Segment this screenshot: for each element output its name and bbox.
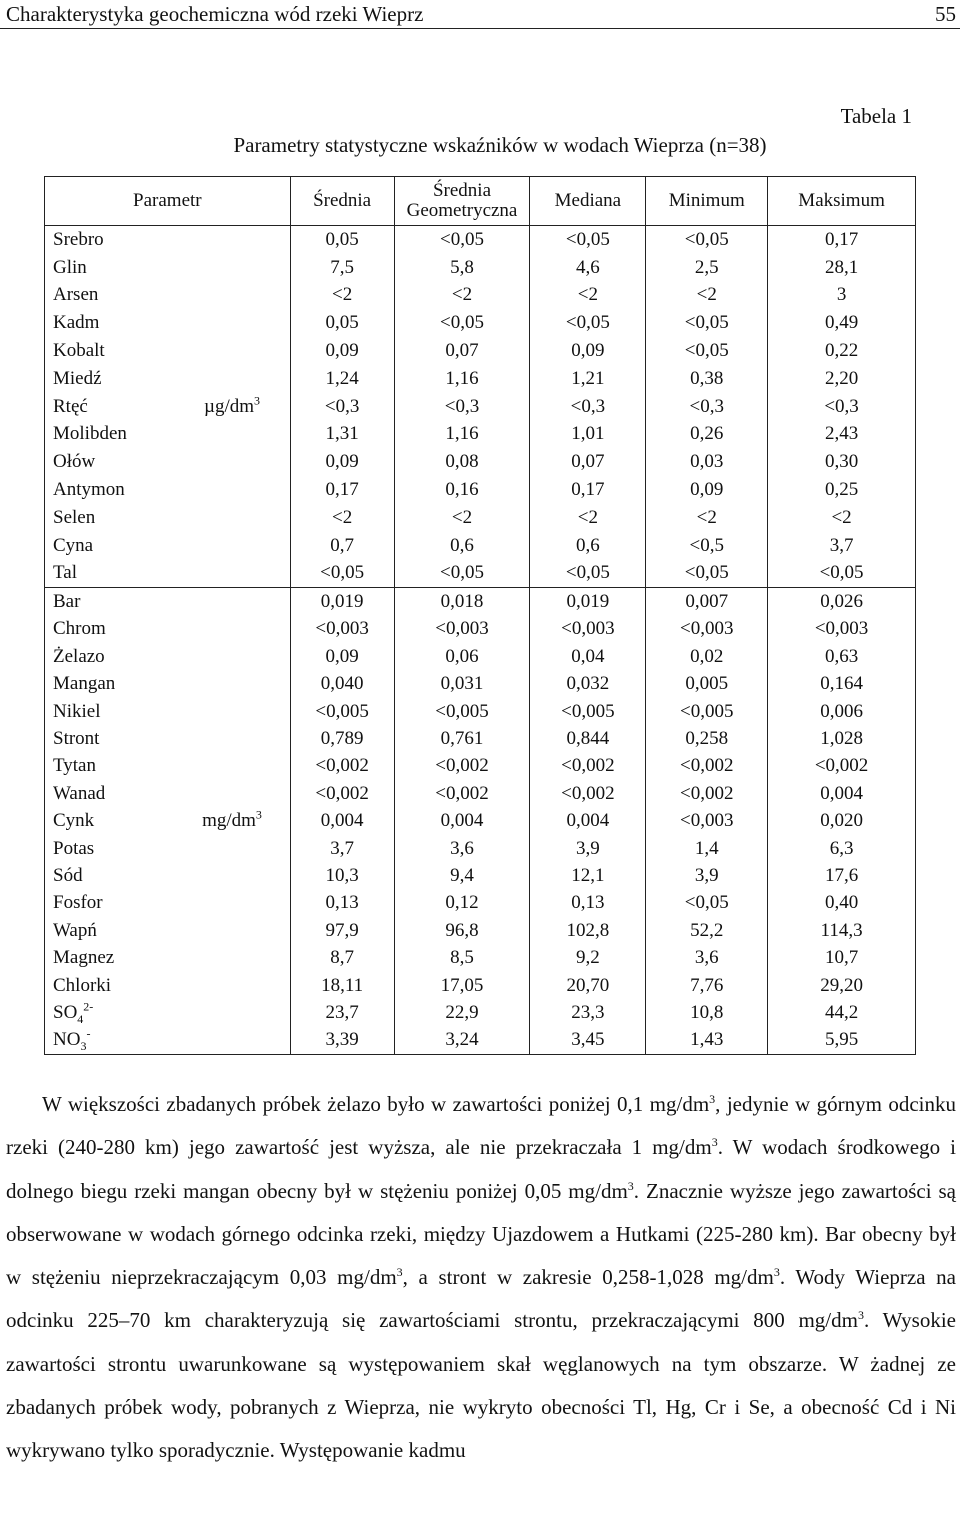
parameter-name-text: Glin	[53, 256, 87, 278]
value-cell: 0,7	[290, 532, 394, 560]
value-cell: <2	[394, 504, 530, 532]
parameter-name-text: Kadm	[53, 312, 100, 334]
value-cell: 0,03	[646, 448, 768, 476]
value-cell: 3,24	[394, 1027, 530, 1055]
parameter-name-text: SO	[53, 1001, 78, 1023]
col-header-srednia-geometryczna-line2: Geometryczna	[406, 200, 518, 221]
value-cell: <2	[646, 282, 768, 310]
parameter-name	[45, 282, 175, 310]
table-label: Tabela 1	[840, 104, 912, 128]
value-cell: 96,8	[394, 917, 530, 944]
body-text	[6, 1083, 956, 1473]
value-cell: <0,05	[394, 309, 530, 337]
parameter-name-text: Srebro	[53, 228, 104, 250]
value-cell: 44,2	[768, 999, 916, 1026]
value-cell: <0,3	[530, 393, 646, 421]
value-cell: <0,005	[646, 698, 768, 725]
parameter-name	[45, 944, 175, 971]
value-cell: 0,16	[394, 476, 530, 504]
col-header-srednia: Średnia	[290, 177, 394, 226]
value-cell: 17,6	[768, 862, 916, 889]
value-cell: 3,9	[646, 862, 768, 889]
parameter-name	[45, 835, 175, 862]
parameter-subscript: 4	[77, 1011, 84, 1026]
value-cell: 1,31	[290, 421, 394, 449]
value-cell: 3,45	[530, 1027, 646, 1055]
value-cell: <0,05	[646, 890, 768, 917]
parameter-name-text: Fosfor	[53, 892, 103, 914]
table-row	[45, 588, 916, 616]
value-cell: <0,003	[394, 616, 530, 643]
text-run: . Znacznie wyższe jego zawartości są obserwowane w wodach górnego odcinka rzeki, między Ujazdowem a Hutkami (225-280 km). Bar obecny był w stężeniu nieprzekraczającym 0,03 mg/dm	[6, 1178, 956, 1290]
value-cell: 4,6	[530, 254, 646, 282]
value-cell: <0,05	[394, 226, 530, 254]
unit-cell	[174, 226, 290, 588]
value-cell: 0,020	[768, 807, 916, 834]
running-header	[0, 0, 960, 29]
value-cell: <0,005	[530, 698, 646, 725]
value-cell: 8,5	[394, 944, 530, 971]
value-cell: 0,04	[530, 643, 646, 670]
value-cell: <0,05	[290, 560, 394, 588]
unit-text: µg/dm	[204, 395, 255, 417]
parameter-name-text: Stront	[53, 728, 100, 749]
parameter-name	[45, 807, 175, 834]
value-cell: <0,002	[394, 780, 530, 807]
value-cell: 5,95	[768, 1027, 916, 1055]
value-cell: 0,05	[290, 226, 394, 254]
parameter-name	[45, 862, 175, 889]
unit-text: mg/dm	[202, 810, 256, 832]
parameter-name	[45, 309, 175, 337]
value-cell: <0,003	[530, 616, 646, 643]
text-superscript: 3	[627, 1178, 634, 1193]
value-cell: 18,11	[290, 972, 394, 999]
value-cell: 102,8	[530, 917, 646, 944]
parameter-name	[45, 643, 175, 670]
value-cell: 9,4	[394, 862, 530, 889]
text-superscript: 3	[857, 1308, 864, 1323]
value-cell: <0,05	[646, 560, 768, 588]
value-cell: 0,6	[530, 532, 646, 560]
parameter-superscript: 2-	[83, 999, 94, 1014]
value-cell: <0,05	[646, 337, 768, 365]
value-cell: 9,2	[530, 944, 646, 971]
value-cell: <0,005	[394, 698, 530, 725]
value-cell: <0,05	[394, 560, 530, 588]
value-cell: 0,09	[290, 643, 394, 670]
value-cell: 2,20	[768, 365, 916, 393]
value-cell: <0,002	[290, 753, 394, 780]
value-cell: 0,005	[646, 671, 768, 698]
text-superscript: 3	[709, 1092, 716, 1106]
value-cell: 0,09	[530, 337, 646, 365]
value-cell: 3,39	[290, 1027, 394, 1055]
text-run: . W wodach środkowego i dolnego biegu rzeki mangan obecny był w stężeniu poniżej 0,05 mg/dm	[6, 1135, 956, 1203]
value-cell: <0,003	[768, 616, 916, 643]
value-cell: 0,844	[530, 725, 646, 752]
value-cell: 29,20	[768, 972, 916, 999]
value-cell: 0,17	[530, 476, 646, 504]
value-cell: 52,2	[646, 917, 768, 944]
value-cell: 0,164	[768, 671, 916, 698]
value-cell: 3	[768, 282, 916, 310]
value-cell: 1,16	[394, 365, 530, 393]
value-cell: <0,002	[646, 780, 768, 807]
parameter-name	[45, 972, 175, 999]
value-cell: 0,13	[290, 890, 394, 917]
parameter-name-text: Wanad	[53, 782, 106, 804]
value-cell: 0,12	[394, 890, 530, 917]
value-cell: 0,004	[394, 807, 530, 834]
parameter-subscript: 3	[80, 1039, 87, 1054]
parameter-name	[45, 254, 175, 282]
parameter-name	[45, 616, 175, 643]
parameter-name-text: Mangan	[53, 673, 116, 695]
unit-superscript: 3	[255, 807, 262, 822]
value-cell: 0,06	[394, 643, 530, 670]
value-cell: <2	[290, 504, 394, 532]
value-cell: 12,1	[530, 862, 646, 889]
text-superscript: 3	[773, 1265, 780, 1280]
table-caption: Parametry statystyczne wskaźników w wodach Wieprza (n=38)	[233, 133, 767, 157]
value-cell: 0,007	[646, 588, 768, 616]
value-cell: 0,761	[394, 725, 530, 752]
value-cell: 0,63	[768, 643, 916, 670]
parameter-name-text: Potas	[53, 837, 95, 859]
parameter-name-text: Chlorki	[53, 974, 112, 996]
value-cell: 0,02	[646, 643, 768, 670]
parameter-name	[45, 999, 175, 1026]
parameter-name	[45, 917, 175, 944]
col-header-parametr: Parametr	[45, 177, 291, 226]
value-cell: <0,003	[290, 616, 394, 643]
value-cell: <2	[768, 504, 916, 532]
value-cell: <2	[394, 282, 530, 310]
parameter-name-text: Magnez	[53, 947, 115, 969]
value-cell: <0,05	[646, 226, 768, 254]
value-cell: 7,76	[646, 972, 768, 999]
value-cell: 6,3	[768, 835, 916, 862]
value-cell: 0,22	[768, 337, 916, 365]
value-cell: <0,002	[646, 753, 768, 780]
value-cell: 0,026	[768, 588, 916, 616]
parameter-name-text: Tytan	[53, 755, 96, 777]
parameter-name-text: Miedź	[53, 367, 102, 389]
col-header-srednia-geometryczna	[394, 177, 530, 226]
value-cell: <0,05	[530, 560, 646, 588]
value-cell: <0,003	[646, 616, 768, 643]
parameter-name	[45, 671, 175, 698]
parameter-name	[45, 1027, 175, 1055]
parameter-name-text: Antymon	[53, 479, 125, 501]
parameter-name	[45, 698, 175, 725]
value-cell: <0,05	[530, 226, 646, 254]
value-cell: 22,9	[394, 999, 530, 1026]
value-cell: 0,40	[768, 890, 916, 917]
text-run: , jedynie w górnym odcinku rzeki (240-280 km) jego zawartość jest wyższa, ale nie przekraczała 1 mg/dm	[6, 1092, 956, 1160]
value-cell: 0,019	[290, 588, 394, 616]
unit-superscript: 3	[254, 393, 261, 408]
value-cell: 0,17	[768, 226, 916, 254]
value-cell: <0,05	[530, 309, 646, 337]
col-header-maksimum: Maksimum	[768, 177, 916, 226]
value-cell: 10,7	[768, 944, 916, 971]
value-cell: 1,43	[646, 1027, 768, 1055]
col-header-srednia-geometryczna-line1: Średnia	[432, 180, 492, 201]
value-cell: 97,9	[290, 917, 394, 944]
value-cell: 0,07	[530, 448, 646, 476]
col-header-mediana: Mediana	[530, 177, 646, 226]
value-cell: 0,25	[768, 476, 916, 504]
value-cell: <2	[530, 282, 646, 310]
value-cell: <0,05	[768, 560, 916, 588]
value-cell: <0,3	[646, 393, 768, 421]
value-cell: 1,01	[530, 421, 646, 449]
value-cell: 0,49	[768, 309, 916, 337]
value-cell: 3,9	[530, 835, 646, 862]
value-cell: 3,7	[290, 835, 394, 862]
value-cell: 0,30	[768, 448, 916, 476]
statistics-table	[44, 176, 916, 1055]
value-cell: <0,05	[646, 309, 768, 337]
parameter-name-text: Sód	[53, 864, 83, 886]
parameter-name	[45, 393, 175, 421]
value-cell: 0,019	[530, 588, 646, 616]
value-cell: 1,16	[394, 421, 530, 449]
value-cell: <0,002	[394, 753, 530, 780]
text-run: , a stront w zakresie 0,258-1,028 mg/dm	[402, 1265, 774, 1290]
value-cell: 0,6	[394, 532, 530, 560]
parameter-name-text: Tal	[53, 562, 77, 584]
text-superscript: 3	[396, 1265, 403, 1280]
value-cell: 0,26	[646, 421, 768, 449]
value-cell: 10,3	[290, 862, 394, 889]
value-cell: 5,8	[394, 254, 530, 282]
running-title: Charakterystyka geochemiczna wód rzeki Wieprz	[6, 2, 424, 26]
parameter-name-text: NO	[53, 1029, 81, 1051]
parameter-name	[45, 476, 175, 504]
text-superscript: 3	[711, 1135, 718, 1150]
value-cell: <0,5	[646, 532, 768, 560]
parameter-name	[45, 226, 175, 254]
parameter-name	[45, 448, 175, 476]
value-cell: 1,24	[290, 365, 394, 393]
parameter-name	[45, 890, 175, 917]
parameter-name	[45, 560, 175, 588]
value-cell: 0,004	[530, 807, 646, 834]
parameter-name-text: Ołów	[53, 451, 96, 473]
value-cell: <0,005	[290, 698, 394, 725]
value-cell: 10,8	[646, 999, 768, 1026]
parameter-name-text: Nikiel	[53, 700, 101, 722]
value-cell: <0,002	[530, 753, 646, 780]
parameter-name	[45, 365, 175, 393]
value-cell: 1,4	[646, 835, 768, 862]
value-cell: 0,09	[290, 448, 394, 476]
parameter-name-text: Selen	[53, 506, 96, 528]
value-cell: 0,08	[394, 448, 530, 476]
value-cell: 0,07	[394, 337, 530, 365]
text-run: . Wysokie zawartości strontu uwarunkowane są występowaniem skał węglanowych na tym obszarze. W żadnej ze zbadanych próbek wody, pobranych z Wieprza, nie wykryto obecności Tl, Hg, Cr i Se, a obecność Cd i Ni wykrywano tylko sporadycznie. Występowanie kadmu	[6, 1308, 956, 1463]
parameter-name	[45, 780, 175, 807]
text-run: . Wody Wieprza na odcinku 225–70 km charakteryzują się zawartościami strontu, przekraczającymi 800 mg/dm	[6, 1265, 956, 1333]
value-cell: 8,7	[290, 944, 394, 971]
parameter-name	[45, 421, 175, 449]
value-cell: <0,3	[290, 393, 394, 421]
parameter-name-text: Bar	[53, 591, 81, 613]
value-cell: 0,032	[530, 671, 646, 698]
value-cell: 17,05	[394, 972, 530, 999]
value-cell: <0,002	[768, 753, 916, 780]
value-cell: 0,040	[290, 671, 394, 698]
table-row	[45, 226, 916, 254]
value-cell: 28,1	[768, 254, 916, 282]
value-cell: 0,006	[768, 698, 916, 725]
value-cell: 20,70	[530, 972, 646, 999]
body-paragraph	[6, 1083, 956, 1473]
value-cell: 3,7	[768, 532, 916, 560]
value-cell: 0,13	[530, 890, 646, 917]
value-cell: 0,05	[290, 309, 394, 337]
parameter-name	[45, 753, 175, 780]
parameter-name	[45, 504, 175, 532]
parameter-name-text: Arsen	[53, 284, 99, 306]
value-cell: 0,004	[768, 780, 916, 807]
value-cell: 0,031	[394, 671, 530, 698]
value-cell: 0,17	[290, 476, 394, 504]
unit-cell	[174, 588, 290, 1055]
value-cell: 23,7	[290, 999, 394, 1026]
text-run: W większości zbadanych próbek żelazo było w zawartości poniżej 0,1 mg/dm	[42, 1092, 710, 1116]
parameter-name-text: Rtęć	[53, 395, 88, 417]
value-cell: <0,002	[290, 780, 394, 807]
value-cell: 0,789	[290, 725, 394, 752]
value-cell: 3,6	[646, 944, 768, 971]
value-cell: 23,3	[530, 999, 646, 1026]
parameter-name	[45, 532, 175, 560]
value-cell: <0,3	[768, 393, 916, 421]
table-header-row	[45, 177, 916, 226]
parameter-name-text: Molibden	[53, 423, 127, 445]
value-cell: <2	[290, 282, 394, 310]
parameter-name-text: Cyna	[53, 534, 94, 556]
value-cell: 7,5	[290, 254, 394, 282]
parameter-name-text: Żelazo	[53, 645, 105, 667]
parameter-name	[45, 337, 175, 365]
parameter-name-text: Kobalt	[53, 340, 105, 362]
parameter-name-text: Wapń	[53, 919, 97, 941]
parameter-name-text: Chrom	[53, 618, 106, 640]
value-cell: <0,002	[530, 780, 646, 807]
value-cell: 3,6	[394, 835, 530, 862]
value-cell: <0,003	[646, 807, 768, 834]
value-cell: 0,018	[394, 588, 530, 616]
value-cell: 2,5	[646, 254, 768, 282]
value-cell: 1,21	[530, 365, 646, 393]
value-cell: 0,258	[646, 725, 768, 752]
parameter-name-text: Cynk	[53, 810, 95, 832]
parameter-name	[45, 725, 175, 752]
parameter-name	[45, 588, 175, 616]
value-cell: 0,09	[646, 476, 768, 504]
value-cell: 1,028	[768, 725, 916, 752]
col-header-minimum: Minimum	[646, 177, 768, 226]
value-cell: <2	[530, 504, 646, 532]
value-cell: 0,004	[290, 807, 394, 834]
value-cell: 114,3	[768, 917, 916, 944]
page-number: 55	[935, 2, 956, 26]
value-cell: <0,3	[394, 393, 530, 421]
value-cell: 0,38	[646, 365, 768, 393]
value-cell: <2	[646, 504, 768, 532]
value-cell: 0,09	[290, 337, 394, 365]
parameter-superscript: -	[86, 1026, 91, 1041]
value-cell: 2,43	[768, 421, 916, 449]
